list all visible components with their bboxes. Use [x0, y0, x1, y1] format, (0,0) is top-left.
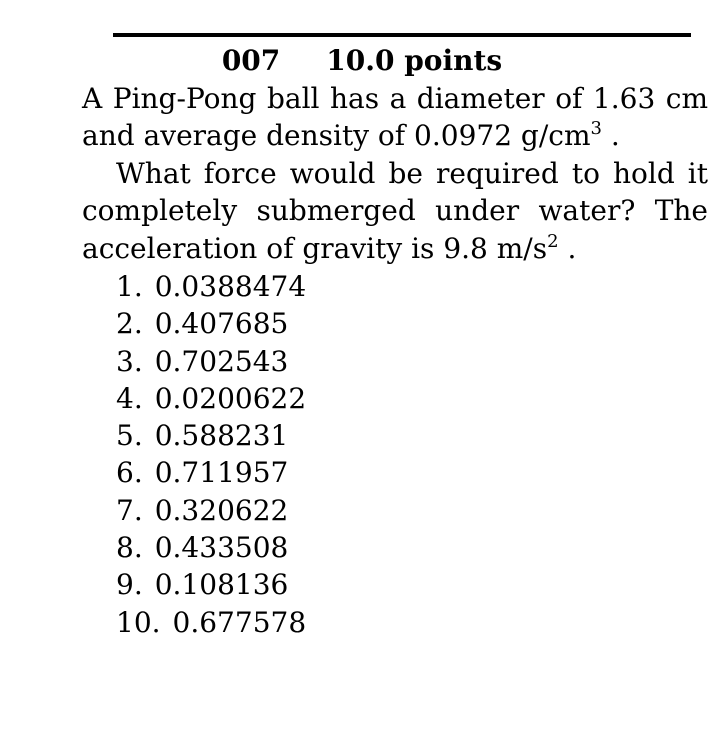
problem-paragraph-2: [82, 155, 708, 267]
choice-item[interactable]: [116, 417, 306, 454]
choice-value: 0.588231: [154, 419, 289, 453]
choice-value: 0.702543: [154, 344, 289, 378]
choice-number: 2.: [116, 307, 143, 341]
choice-value: 0.0200622: [154, 381, 307, 415]
choice-value: 0.677578: [172, 605, 307, 639]
choice-number: 4.: [116, 381, 143, 415]
choice-number: 9.: [116, 568, 143, 602]
problem-header: [0, 42, 724, 80]
choice-item[interactable]: [116, 566, 306, 603]
choice-value: 0.433508: [154, 531, 289, 565]
choice-value: 0.320622: [154, 493, 289, 527]
choice-item[interactable]: [116, 454, 306, 491]
superscript-2: 2: [547, 230, 559, 252]
answer-choices: [116, 268, 306, 641]
problem-text-1-end: .: [601, 119, 620, 153]
choice-number: 5.: [116, 419, 143, 453]
problem-text-2: What force would be required to hold it completely submerged under water? The acceleration of gravity is 9.8 m/s: [82, 156, 708, 265]
choice-item[interactable]: [116, 268, 306, 305]
choice-item[interactable]: [116, 529, 306, 566]
problem-text-2-end: .: [558, 231, 577, 265]
choice-item[interactable]: [116, 343, 306, 380]
choice-value: 0.407685: [154, 307, 289, 341]
problem-number: 007: [221, 44, 281, 77]
choice-number: 7.: [116, 493, 143, 527]
choice-value: 0.0388474: [154, 270, 307, 303]
choice-number: 6.: [116, 456, 143, 490]
problem-paragraph-1: [82, 80, 708, 155]
choice-item[interactable]: [116, 380, 306, 417]
choice-item[interactable]: [116, 604, 306, 641]
problem-points: 10.0 points: [326, 44, 503, 77]
choice-value: 0.108136: [154, 568, 289, 602]
problem-text-1: A Ping-Pong ball has a diameter of 1.63 cm and average density of 0.0972 g/cm: [82, 82, 708, 153]
choice-value: 0.711957: [154, 456, 289, 490]
superscript-3: 3: [590, 118, 602, 140]
choice-number: 8.: [116, 531, 143, 565]
choice-item[interactable]: [116, 492, 306, 529]
choice-number: 3.: [116, 344, 143, 378]
choice-number: 1.: [116, 270, 143, 303]
choice-item[interactable]: [116, 305, 306, 342]
choice-number: 10.: [116, 605, 161, 639]
problem-statement: [82, 80, 708, 267]
top-rule: [113, 33, 691, 37]
